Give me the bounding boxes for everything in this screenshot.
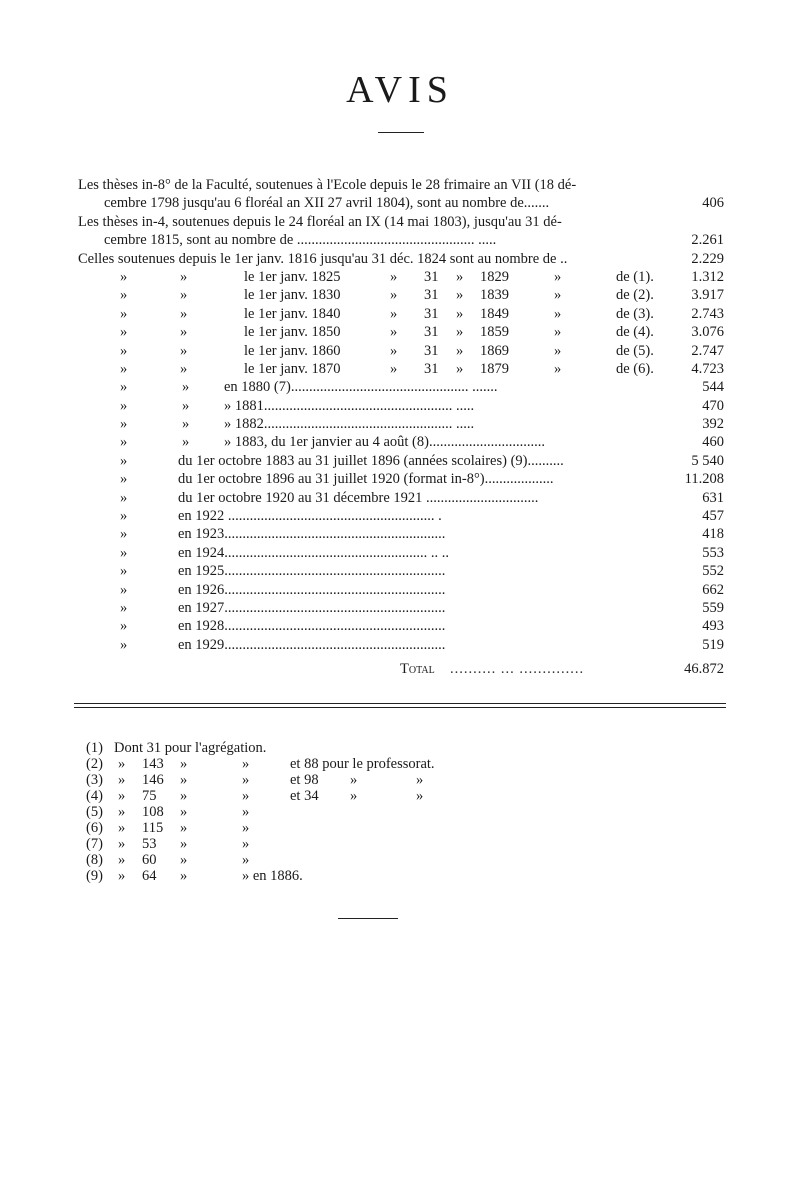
count-value: 1.312 xyxy=(691,268,724,285)
count-value: 3.076 xyxy=(691,324,724,341)
table-row xyxy=(78,525,724,543)
closing-rule xyxy=(338,918,398,919)
total-row xyxy=(78,660,724,682)
footnote-c4: » xyxy=(350,772,358,788)
cell-q2: » xyxy=(182,397,190,414)
footnote-c2: » xyxy=(180,804,188,820)
footnote-c3: » xyxy=(242,788,250,804)
cell-day: 31 xyxy=(424,268,439,285)
table-row xyxy=(78,489,724,507)
cell-to: 1879 xyxy=(480,360,509,377)
table-row xyxy=(78,581,724,599)
cell-q1: » xyxy=(120,360,128,377)
footnote-n: (7) xyxy=(86,836,103,852)
footnote-c2: » xyxy=(180,852,188,868)
cell-q2: » xyxy=(180,305,188,322)
cell-q5: » xyxy=(554,360,562,377)
count-value: 11.208 xyxy=(684,471,724,488)
cell-q5: » xyxy=(554,305,562,322)
intro-line: Les thèses in-4, soutenues depuis le 24 floréal an IX (14 mai 1803), jusqu'au 31 dé- xyxy=(78,213,562,230)
cell-text: en 1928............................................................. xyxy=(178,618,446,635)
footnote-c3: » xyxy=(242,820,250,836)
cell-q1: » xyxy=(120,305,128,322)
footnote-c1: » xyxy=(118,820,126,836)
count-value: 559 xyxy=(702,599,724,616)
footnote-c1: » xyxy=(118,756,126,772)
footnote-num: 60 xyxy=(142,852,157,868)
footnote xyxy=(86,772,586,788)
cell-q1: » xyxy=(120,618,128,635)
count-value: 493 xyxy=(702,618,724,635)
table-row xyxy=(78,544,724,562)
cell-q1: » xyxy=(120,434,128,451)
footnote-c3: » en 1886. xyxy=(242,868,303,884)
count-value: 418 xyxy=(702,526,724,543)
footnote-c1: » xyxy=(118,788,126,804)
intro-line: cembre 1815, sont au nombre de ................................................. ..... 2.261 xyxy=(104,232,724,249)
footnote-c5: » xyxy=(416,772,424,788)
footnote-c3: » xyxy=(242,772,250,788)
cell-text: en 1929............................................................. xyxy=(178,636,446,653)
cell-q1: » xyxy=(120,581,128,598)
intro-line: cembre 1798 jusqu'au 6 floréal an XII 27 avril 1804), sont au nombre de....... 406 xyxy=(104,195,724,212)
cell-q1: » xyxy=(120,526,128,543)
cell-q3: » xyxy=(390,305,398,322)
table-row xyxy=(78,323,724,341)
footnote-c4: » xyxy=(350,788,358,804)
footnote-c2: » xyxy=(180,868,188,884)
cell-q4: » xyxy=(456,287,464,304)
cell-to: 1839 xyxy=(480,287,509,304)
footnote-c1: » xyxy=(118,852,126,868)
count-value: 519 xyxy=(702,636,724,653)
count-value: 457 xyxy=(702,508,724,525)
cell-to: 1849 xyxy=(480,305,509,322)
cell-q1: » xyxy=(120,324,128,341)
cell-q4: » xyxy=(456,268,464,285)
count-value: 553 xyxy=(702,544,724,561)
cell-q4: » xyxy=(456,342,464,359)
count-value: 4.723 xyxy=(691,360,724,377)
table-row xyxy=(78,470,724,488)
cell-from: le 1er janv. 1860 xyxy=(244,342,341,359)
cell-text: » 1881.................................................... ..... xyxy=(224,397,475,414)
cell-q1: » xyxy=(120,599,128,616)
count-value: 5 540 xyxy=(691,452,724,469)
table-row xyxy=(78,433,724,451)
cell-q1: » xyxy=(120,416,128,433)
cell-q1: » xyxy=(120,268,128,285)
count-value: 470 xyxy=(702,397,724,414)
footnote-num: 115 xyxy=(142,820,164,836)
cell-de: de (4). xyxy=(616,324,654,341)
footnote-c1: » xyxy=(118,804,126,820)
table-row xyxy=(78,452,724,470)
footnote-n: (8) xyxy=(86,852,103,868)
cell-to: 1859 xyxy=(480,324,509,341)
title-underline xyxy=(378,132,424,133)
cell-text: en 1880 (7)................................................. ....... xyxy=(224,379,498,396)
cell-q5: » xyxy=(554,287,562,304)
footnote xyxy=(86,740,586,756)
footnote-c3: » xyxy=(242,756,250,772)
footnote xyxy=(86,836,586,852)
cell-q1: » xyxy=(120,563,128,580)
count-value: 392 xyxy=(702,416,724,433)
total-label: Total xyxy=(400,661,435,678)
cell-text: » 1883, du 1er janvier au 4 août (8)................................ xyxy=(224,434,545,451)
table-row xyxy=(78,636,724,654)
footnote-c2: » xyxy=(180,756,188,772)
cell-from: le 1er janv. 1825 xyxy=(244,268,341,285)
count-value: 662 xyxy=(702,581,724,598)
footnote-num: 75 xyxy=(142,788,157,804)
cell-text: en 1922 ......................................................... . xyxy=(178,508,442,525)
cell-q1: » xyxy=(120,397,128,414)
footnote-c2: » xyxy=(180,836,188,852)
footnote-n: (4) xyxy=(86,788,103,804)
footnote-c3: » xyxy=(242,836,250,852)
cell-de: de (6). xyxy=(616,360,654,377)
cell-de: de (5). xyxy=(616,342,654,359)
count-value: 2.743 xyxy=(691,305,724,322)
footnote-extra: et 98 xyxy=(290,772,319,788)
cell-q1: » xyxy=(120,508,128,525)
total-value: 46.872 xyxy=(684,661,724,678)
cell-q3: » xyxy=(390,342,398,359)
table-row xyxy=(78,507,724,525)
separator-rule xyxy=(74,703,726,704)
cell-de: de (3). xyxy=(616,305,654,322)
cell-day: 31 xyxy=(424,305,439,322)
cell-text: du 1er octobre 1920 au 31 décembre 1921 ............................... xyxy=(178,489,539,506)
footnote-num: 53 xyxy=(142,836,157,852)
cell-q1: » xyxy=(120,489,128,506)
footnote-num: 64 xyxy=(142,868,157,884)
table-row xyxy=(78,397,724,415)
count-value: 2.261 xyxy=(691,232,724,249)
count-value: 3.917 xyxy=(691,287,724,304)
footnote-c2: » xyxy=(180,772,188,788)
table-row xyxy=(78,378,724,396)
cell-q3: » xyxy=(390,268,398,285)
footnote-n: (3) xyxy=(86,772,103,788)
footnote-n: (5) xyxy=(86,804,103,820)
count-value: 460 xyxy=(702,434,724,451)
cell-q2: » xyxy=(180,360,188,377)
total-dots: .......... ... .............. xyxy=(450,661,585,678)
cell-from: le 1er janv. 1830 xyxy=(244,287,341,304)
table-row xyxy=(78,562,724,580)
page-title: AVIS xyxy=(346,69,454,111)
cell-q2: » xyxy=(182,434,190,451)
cell-text: du 1er octobre 1883 au 31 juillet 1896 (années scolaires) (9).......... xyxy=(178,452,564,469)
cell-day: 31 xyxy=(424,287,439,304)
cell-q1: » xyxy=(120,379,128,396)
count-value: 406 xyxy=(702,195,724,212)
cell-q2: » xyxy=(180,342,188,359)
footnote-c2: » xyxy=(180,788,188,804)
cell-q3: » xyxy=(390,360,398,377)
cell-q4: » xyxy=(456,324,464,341)
cell-q3: » xyxy=(390,287,398,304)
cell-to: 1869 xyxy=(480,342,509,359)
cell-q5: » xyxy=(554,342,562,359)
footnote-c5: » xyxy=(416,788,424,804)
cell-q4: » xyxy=(456,360,464,377)
cell-text: en 1926............................................................. xyxy=(178,581,446,598)
cell-text: en 1925............................................................. xyxy=(178,563,446,580)
intro-line: Celles soutenues depuis le 1er janv. 1816 jusqu'au 31 déc. 1824 sont au nombre de .. 2.229 xyxy=(78,250,724,267)
table-row xyxy=(78,268,724,286)
cell-day: 31 xyxy=(424,342,439,359)
cell-text: en 1923............................................................. xyxy=(178,526,446,543)
cell-from: le 1er janv. 1870 xyxy=(244,360,341,377)
cell-q1: » xyxy=(120,342,128,359)
cell-q5: » xyxy=(554,268,562,285)
footnote-n: (2) xyxy=(86,756,103,772)
footnote-num: 108 xyxy=(142,804,164,820)
footnote-extra: et 34 xyxy=(290,788,319,804)
footnote xyxy=(86,804,586,820)
table-row xyxy=(78,415,724,433)
cell-q1: » xyxy=(120,544,128,561)
footnote xyxy=(86,868,586,884)
cell-q4: » xyxy=(456,305,464,322)
footnote-num: 143 xyxy=(142,756,164,772)
cell-from: le 1er janv. 1850 xyxy=(244,324,341,341)
footnote xyxy=(86,756,586,772)
cell-text: en 1927............................................................. xyxy=(178,599,446,616)
count-value: 2.229 xyxy=(691,250,724,267)
cell-q1: » xyxy=(120,471,128,488)
footnote-num: 146 xyxy=(142,772,164,788)
footnote xyxy=(86,788,586,804)
cell-de: de (2). xyxy=(616,287,654,304)
cell-q1: » xyxy=(120,452,128,469)
table-row xyxy=(78,360,724,378)
table-row xyxy=(78,286,724,304)
cell-q2: » xyxy=(180,268,188,285)
footnote-c1: » xyxy=(118,836,126,852)
footnote-c1: » xyxy=(118,772,126,788)
cell-day: 31 xyxy=(424,324,439,341)
cell-de: de (1). xyxy=(616,268,654,285)
footnote xyxy=(86,852,586,868)
footnote-n: (6) xyxy=(86,820,103,836)
footnote-c1: » xyxy=(118,868,126,884)
cell-q1: » xyxy=(120,636,128,653)
count-value: 544 xyxy=(702,379,724,396)
footnote-text: Dont 31 pour l'agrégation. xyxy=(114,740,267,756)
count-value: 552 xyxy=(702,563,724,580)
table-row xyxy=(78,342,724,360)
footnote-c3: » xyxy=(242,804,250,820)
count-value: 631 xyxy=(702,489,724,506)
cell-q2: » xyxy=(180,287,188,304)
footnote-c3: » xyxy=(242,852,250,868)
cell-text: du 1er octobre 1896 au 31 juillet 1920 (format in-8°)................... xyxy=(178,471,554,488)
footnote-c2: » xyxy=(180,820,188,836)
cell-text: en 1924........................................................ .. .. xyxy=(178,544,450,561)
cell-q3: » xyxy=(390,324,398,341)
cell-day: 31 xyxy=(424,360,439,377)
separator-rule xyxy=(74,707,726,708)
table-row xyxy=(78,599,724,617)
table-row xyxy=(78,617,724,635)
cell-q2: » xyxy=(180,324,188,341)
footnotes xyxy=(86,740,586,884)
cell-q2: » xyxy=(182,379,190,396)
cell-to: 1829 xyxy=(480,268,509,285)
footnote-n: (1) xyxy=(86,740,103,756)
count-value: 2.747 xyxy=(691,342,724,359)
footnote xyxy=(86,820,586,836)
footnote-extra: et 88 pour le professorat. xyxy=(290,756,435,772)
table-row xyxy=(78,305,724,323)
cell-q1: » xyxy=(120,287,128,304)
cell-q2: » xyxy=(182,416,190,433)
intro-line: Les thèses in-8° de la Faculté, soutenues à l'Ecole depuis le 28 frimaire an VII (18 dé- xyxy=(78,177,577,193)
cell-from: le 1er janv. 1840 xyxy=(244,305,341,322)
cell-text: » 1882.................................................... ..... xyxy=(224,416,475,433)
cell-q5: » xyxy=(554,324,562,341)
statistics-table xyxy=(78,176,724,682)
footnote-n: (9) xyxy=(86,868,103,884)
